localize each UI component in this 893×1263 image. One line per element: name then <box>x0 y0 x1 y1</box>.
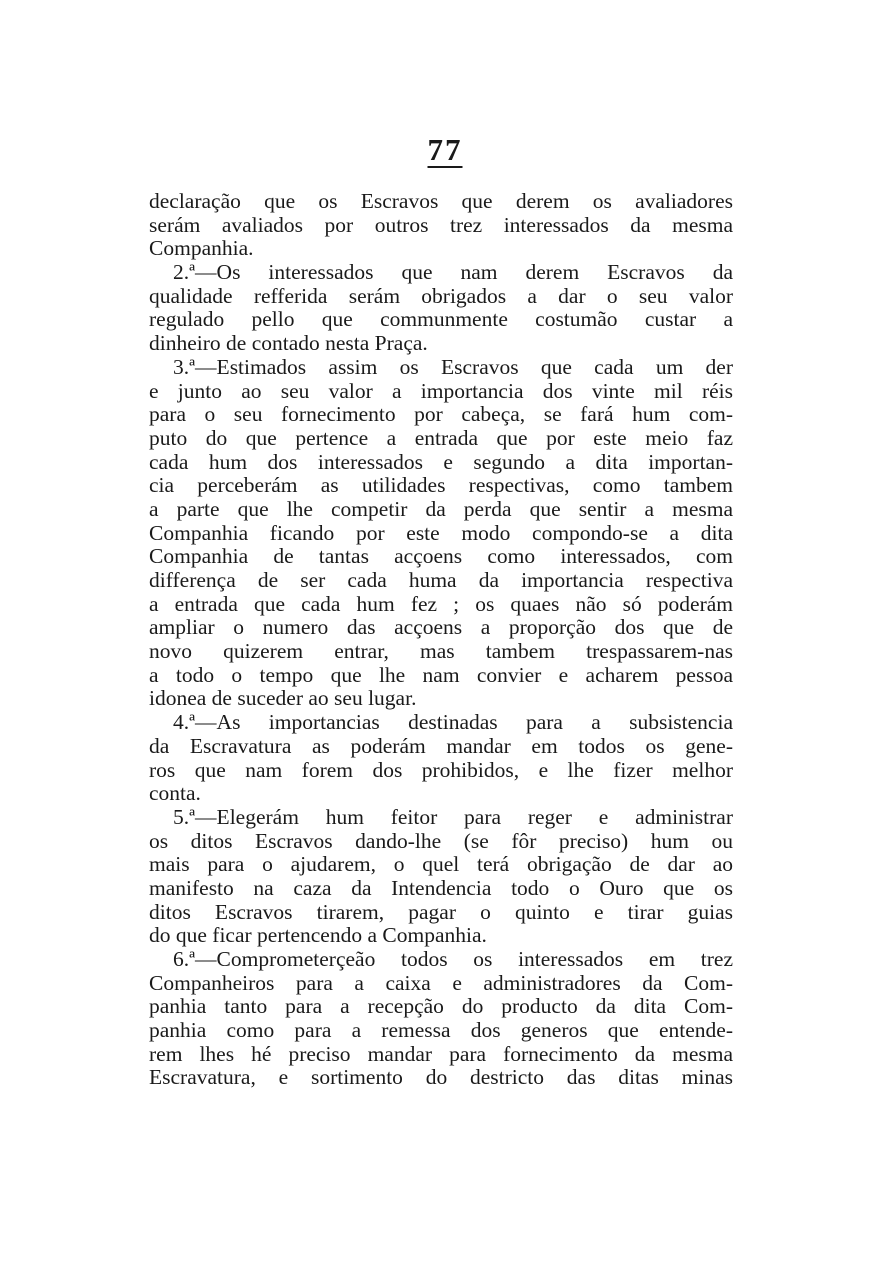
paragraph <box>149 711 733 806</box>
text-line: a parte que lhe competir da perda que sentir a mesma <box>149 497 733 521</box>
paragraph <box>149 806 733 948</box>
paragraph <box>149 261 733 356</box>
paragraph <box>149 948 733 1090</box>
text-line: da Escravatura as poderám mandar em todos os gene- <box>149 734 733 758</box>
text-line: ros que nam forem dos prohibidos, e lhe fizer melhor <box>149 758 733 782</box>
text-line: serám avaliados por outros trez interessados da mesma <box>149 213 733 237</box>
text-line: do que ficar pertencendo a Companhia. <box>149 924 487 948</box>
text-line: Companhia ficando por este modo compondo-se a dita <box>149 521 733 545</box>
text-line: 2.ª—Os interessados que nam derem Escravos da <box>173 261 733 285</box>
text-line: regulado pello que communmente costumão custar a <box>149 308 733 332</box>
text-line: 3.ª—Estimados assim os Escravos que cada um der <box>173 355 733 379</box>
text-line: 6.ª—Comprometerçeão todos os interessados em trez <box>173 948 733 971</box>
paragraph <box>149 190 733 261</box>
text-line: Companhia. <box>149 237 254 261</box>
page-number: 77 <box>427 132 463 167</box>
paragraph <box>149 356 733 711</box>
text-line: e junto ao seu valor a importancia dos vinte mil réis <box>149 379 733 403</box>
text-line: 5.ª—Elegerám hum feitor para reger e administrar <box>173 805 733 829</box>
text-line: Companhia de tantas acçoens como interessados, com <box>149 545 733 569</box>
text-line: panhia como para a remessa dos generos que entende- <box>149 1019 733 1043</box>
text-line: idonea de suceder ao seu lugar. <box>149 687 417 711</box>
text-line: ampliar o numero das acçoens a proporção dos que de <box>149 616 733 640</box>
text-line: a entrada que cada hum fez ; os quaes não só poderám <box>149 592 733 616</box>
text-line: Escravatura, e sortimento do destricto das ditas minas <box>149 1066 733 1090</box>
text-line: ditos Escravos tirarem, pagar o quinto e tirar guias <box>149 900 733 924</box>
text-line: cada hum dos interessados e segundo a dita importan- <box>149 450 733 474</box>
text-line: rem lhes hé preciso mandar para fornecimento da mesma <box>149 1042 733 1066</box>
text-line: para o seu fornecimento por cabeça, se fará hum com- <box>149 403 733 427</box>
text-line: conta. <box>149 782 201 806</box>
text-line: manifesto na caza da Intendencia todo o Ouro que os <box>149 876 733 900</box>
text-line: dinheiro de contado nesta Praça. <box>149 332 428 356</box>
text-line: differença de ser cada huma da importancia respectiva <box>149 569 733 592</box>
text-line: mais para o ajudarem, o quel terá obrigação de dar ao <box>149 853 733 877</box>
text-line: 4.ª—As importancias destinadas para a subsistencia <box>173 711 733 735</box>
text-line: os ditos Escravos dando-lhe (se fôr preciso) hum ou <box>149 829 733 853</box>
text-line: Companheiros para a caixa e administradores da Com- <box>149 971 733 995</box>
text-line: panhia tanto para a recepção do producto da dita Com- <box>149 995 733 1019</box>
text-line: cia perceberám as utilidades respectivas, como tambem <box>149 474 733 498</box>
text-line: novo quizerem entrar, mas tambem trespassarem-nas <box>149 640 733 664</box>
text-line: declaração que os Escravos que derem os avaliadores <box>149 190 733 213</box>
text-line: a todo o tempo que lhe nam convier e acharem pessoa <box>149 663 733 687</box>
text-line: puto do que pertence a entrada que por este meio faz <box>149 426 733 450</box>
body-text <box>149 190 733 1090</box>
text-line: qualidade refferida serám obrigados a dar o seu valor <box>149 284 733 308</box>
